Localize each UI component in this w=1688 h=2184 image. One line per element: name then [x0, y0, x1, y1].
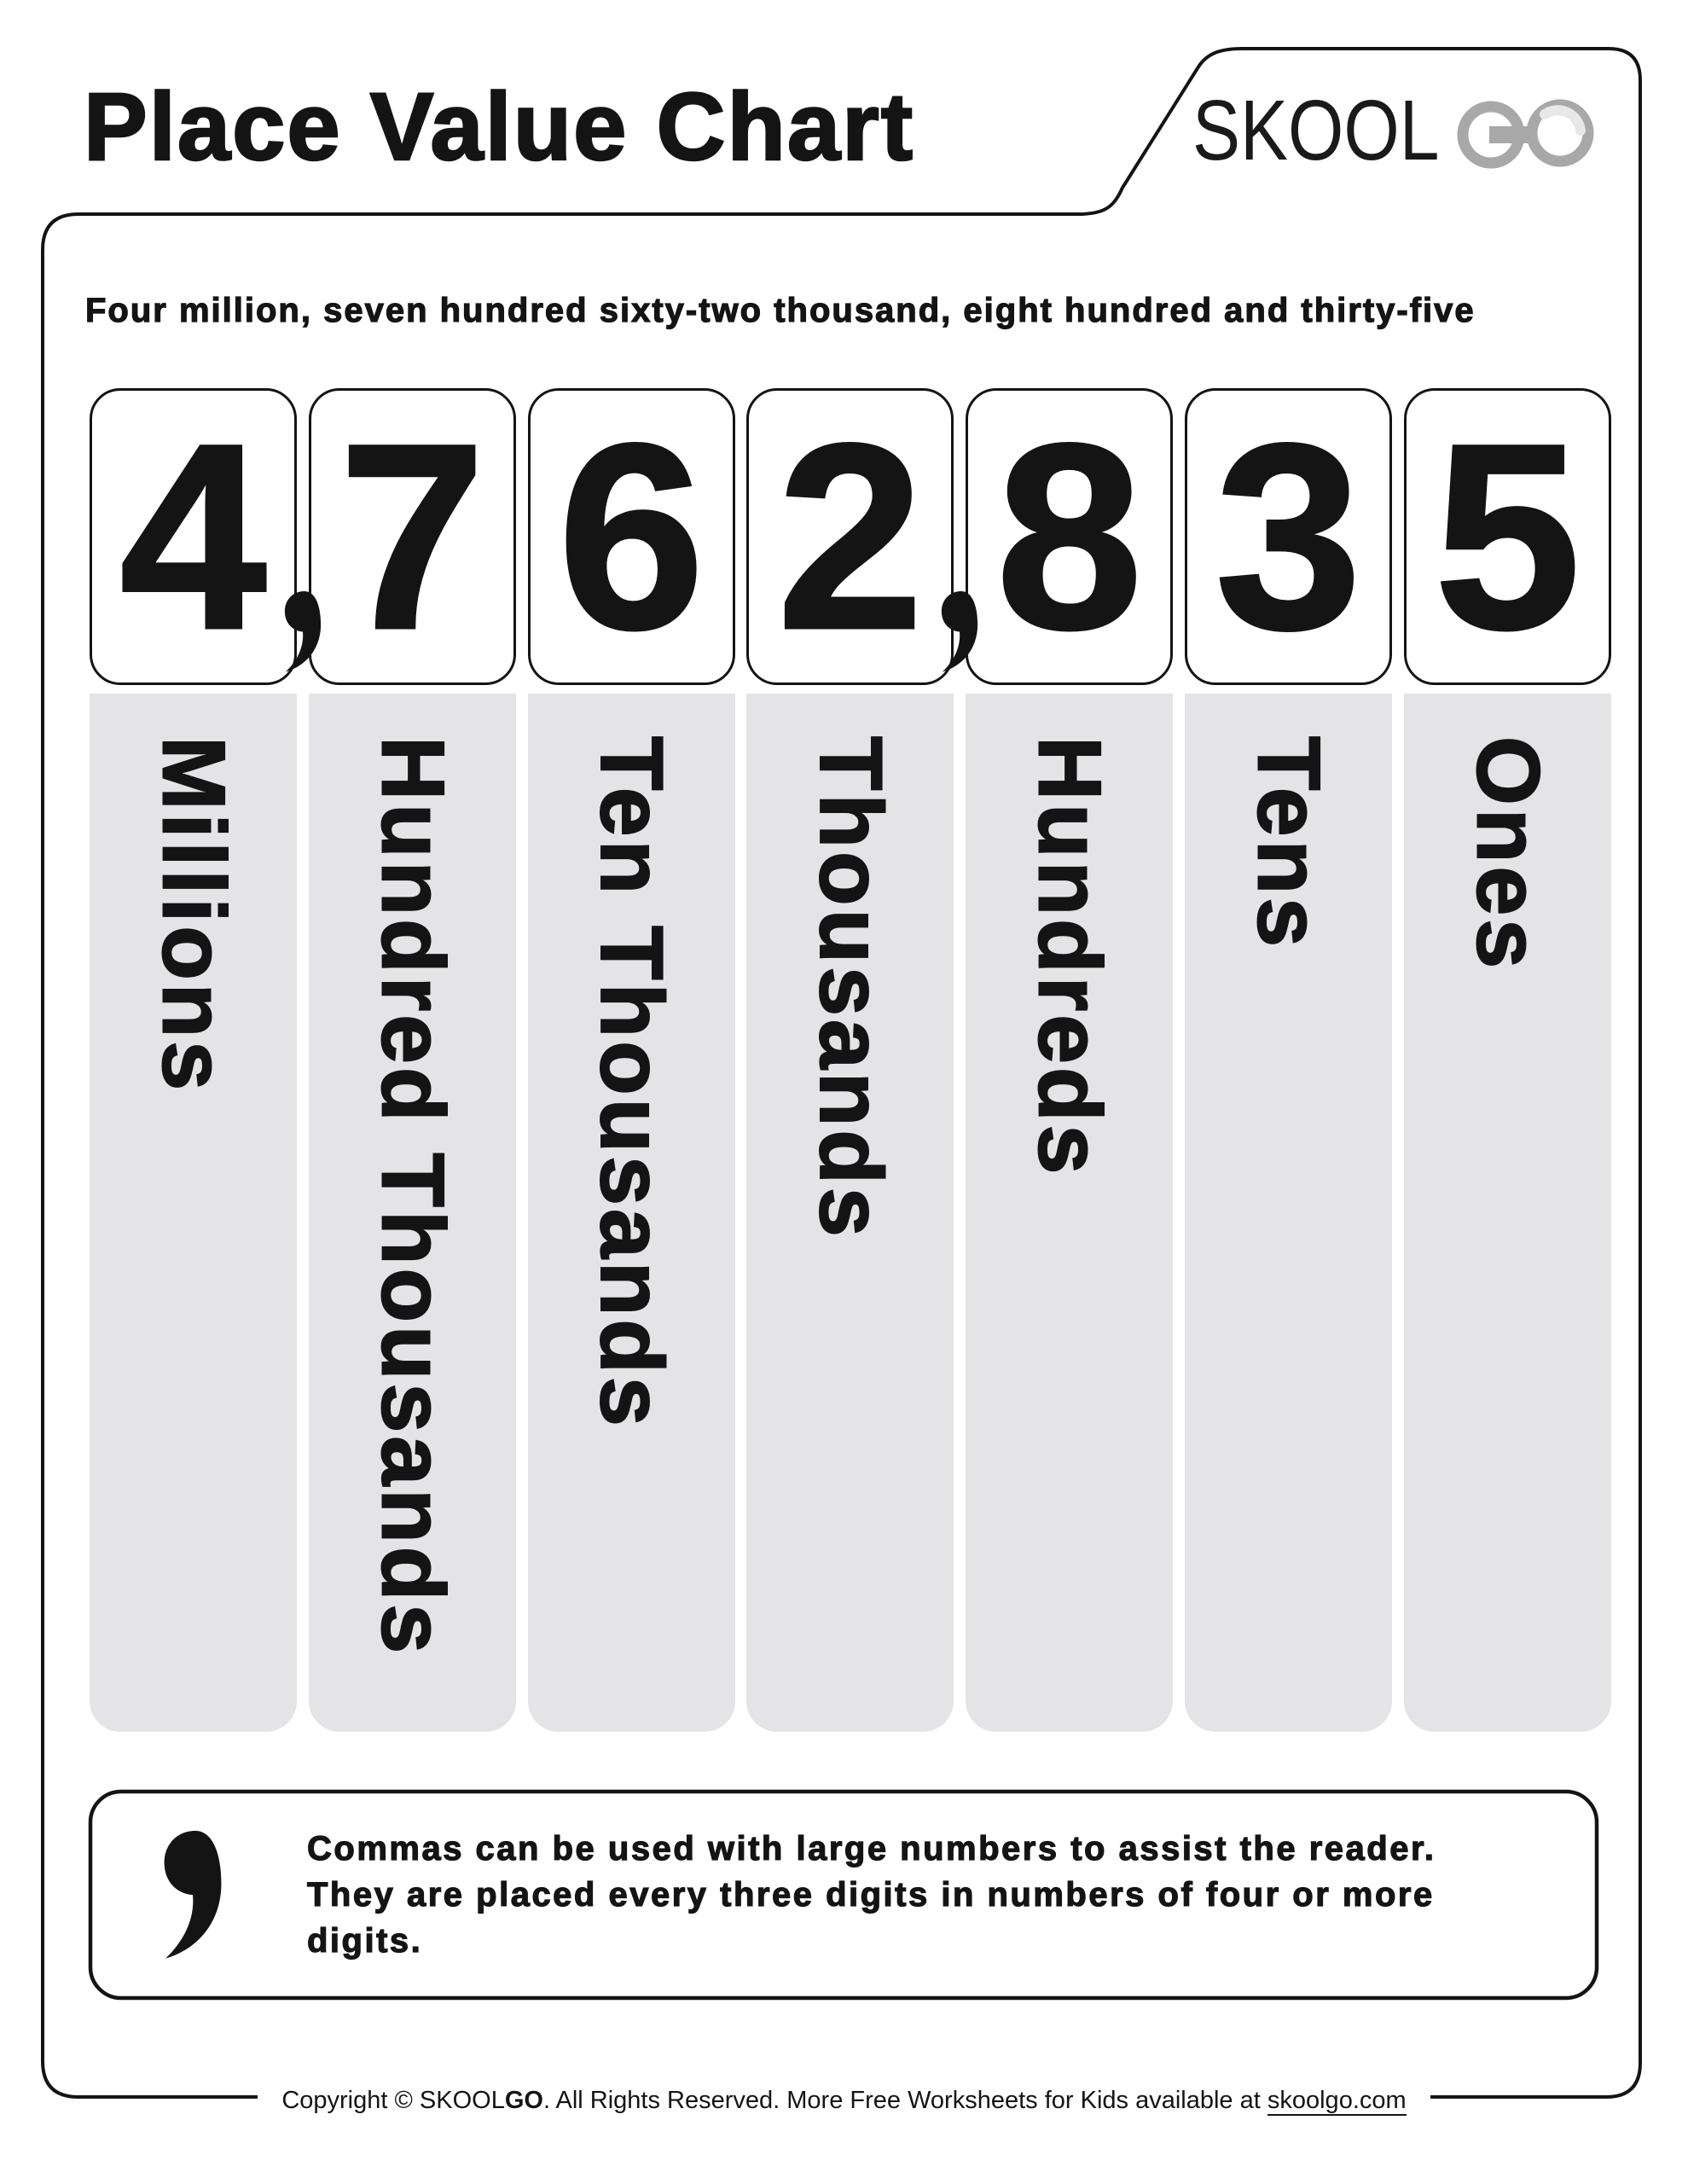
place-label: Millions [143, 736, 243, 1095]
place-label: Tens [1238, 736, 1338, 951]
comma-icon [160, 1831, 225, 1960]
digit: 6 [557, 388, 705, 684]
place-label: Hundred Thousands [363, 736, 462, 1658]
comma-separator-icon [939, 591, 980, 673]
footer-link-skoolgo[interactable]: skoolgo.com [1267, 2087, 1407, 2114]
footer [0, 2082, 1688, 2119]
digit: 5 [1434, 388, 1581, 684]
digit: 4 [119, 388, 267, 684]
digit-card [966, 388, 1173, 685]
page-title: Place Value Chart [84, 73, 915, 180]
number-in-words: Four million, seven hundred sixty-two thousand, eight hundred and thirty-five [85, 292, 1476, 329]
place-column [309, 694, 516, 1732]
note-line: They are placed every three digits in numbers of four or more [307, 1876, 1435, 1914]
skoolgo-logo [1192, 83, 1602, 178]
digit-card [1404, 388, 1611, 685]
place-label: Hundreds [1019, 736, 1119, 1178]
digit: 8 [995, 388, 1143, 684]
place-label: Thousands [800, 736, 900, 1240]
place-column [746, 694, 954, 1732]
place-label: Ones [1458, 736, 1557, 973]
footer-brand-go: GO [504, 2087, 543, 2114]
logo-skool-text: SKOOL [1192, 83, 1440, 178]
place-column [1185, 694, 1392, 1732]
digit-card [746, 388, 954, 685]
footer-text [258, 2082, 1430, 2119]
place-label: Ten Thousands [582, 736, 682, 1430]
note-text [307, 1826, 1586, 1964]
footer-rights: . All Rights Reserved. More Free Worksheets for Kids available at [542, 2087, 1267, 2114]
digit-card [1185, 388, 1392, 685]
place-column [528, 694, 735, 1732]
note-line: Commas can be used with large numbers to assist the reader. [307, 1830, 1436, 1867]
place-column [90, 694, 297, 1732]
digit: 3 [1215, 388, 1362, 684]
digit-card [309, 388, 516, 685]
note-line: digits. [307, 1922, 423, 1960]
place-column [1404, 694, 1611, 1732]
footer-copyright: Copyright © SKOOL [281, 2087, 505, 2114]
digit-card [528, 388, 735, 685]
logo-go-icon [1453, 96, 1602, 174]
digit: 7 [339, 388, 486, 684]
digit-card [90, 388, 297, 685]
place-column [966, 694, 1173, 1732]
comma-separator-icon [282, 591, 323, 673]
digit: 2 [776, 388, 925, 684]
